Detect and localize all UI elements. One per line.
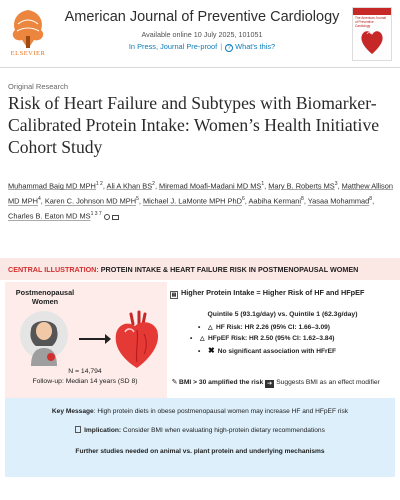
hfref-line: [170, 346, 395, 355]
bmi-text: Suggests BMI as an effect modifier: [276, 379, 380, 386]
author-affiliation[interactable]: 1 2: [95, 181, 103, 187]
triangle-icon: △: [208, 325, 213, 331]
chart-icon: ▤: [171, 292, 177, 298]
cover-banner: [353, 8, 391, 15]
population-label-line1: Postmenopausal: [15, 288, 75, 297]
implication-text: Consider BMI when evaluating high-protein dietary recommendations: [121, 427, 325, 434]
population-label: [5, 288, 85, 306]
author-separator: ,: [337, 181, 342, 191]
author-separator: ,: [303, 196, 308, 206]
email-icon[interactable]: [112, 215, 119, 220]
author-link[interactable]: Charles B. Eaton MD MS: [8, 211, 91, 221]
author-link[interactable]: Aabiha Kermani: [248, 196, 302, 206]
cross-icon: ✖: [208, 346, 215, 355]
journal-title[interactable]: American Journal of Preventive Cardiology: [64, 9, 340, 25]
author-affiliation[interactable]: 4: [37, 196, 41, 203]
author-separator: ,: [154, 181, 160, 191]
author-separator: ,: [40, 196, 45, 206]
author-link[interactable]: Muhammad Baig MD MPH: [8, 181, 96, 191]
author-affiliation[interactable]: 3: [334, 181, 338, 187]
journal-header: [0, 0, 400, 68]
author-link[interactable]: Yasaa Mohammad: [307, 196, 370, 206]
headline-text: Higher Protein Intake = Higher Risk of HF and HFpEF: [181, 288, 365, 297]
author-list: [8, 178, 396, 223]
availability-date: Available online 10 July 2025, 101051: [141, 30, 263, 39]
anatomical-heart-icon: [111, 310, 163, 370]
author-link[interactable]: Mary B. Roberts MS: [268, 181, 335, 191]
whats-this-link[interactable]: What's this?: [235, 42, 276, 51]
author-link[interactable]: Michael J. LaMonte MPH PhD: [142, 196, 242, 206]
author-link[interactable]: Ali A Khan BS: [106, 181, 153, 191]
bullet-icon: •: [198, 348, 201, 355]
ci-title-prefix: CENTRAL ILLUSTRATION:: [8, 265, 99, 274]
follow-up-duration: Follow-up: Median 14 years (SD 8): [32, 378, 138, 385]
author-link[interactable]: Karen C. Johnson MD MPH: [44, 196, 137, 206]
key-message-label: Key Message: [51, 408, 94, 415]
status-link[interactable]: In Press, Journal Pre-proof: [128, 42, 218, 51]
publisher-name: ELSEVIER: [10, 50, 46, 57]
author-separator: ,: [138, 196, 143, 206]
findings-panel: [170, 282, 395, 372]
question-icon[interactable]: ?: [225, 44, 233, 52]
article-section-label: Original Research: [8, 82, 69, 91]
journal-cover-thumbnail[interactable]: [352, 7, 392, 61]
placeholder-icon: [75, 426, 81, 433]
bmi-modifier-line: [170, 378, 400, 388]
sample-size: N = 14,794: [68, 368, 102, 375]
elsevier-tree-logo[interactable]: [6, 6, 50, 52]
quintile-comparison: Quintile 5 (93.1g/day) vs. Quintile 1 (62.3g/day): [207, 311, 358, 318]
hfpef-risk-line: [170, 335, 395, 342]
pin-icon: ✎: [171, 379, 178, 386]
author-affiliation[interactable]: 1 3 7: [90, 211, 102, 218]
author-link[interactable]: Matthew Allison MD MPH: [8, 181, 393, 206]
central-illustration-title: [8, 265, 400, 274]
arrow-right-icon: [79, 334, 111, 344]
woman-illustration: [19, 310, 69, 366]
key-message: [5, 408, 395, 415]
implication-label: Implication:: [84, 427, 122, 434]
person-icon[interactable]: [104, 214, 110, 220]
article-title: Risk of Heart Failure and Subtypes with Biomarker-Calibrated Protein Intake: Women’s Health Initiative Cohort Study: [8, 93, 380, 157]
author-separator: ,: [244, 196, 249, 206]
population-label-line2: Women: [31, 297, 59, 306]
author-affiliation[interactable]: 8: [369, 196, 373, 203]
ci-title-text: PROTEIN INTAKE & HEART FAILURE RISK IN POSTMENOPAUSAL WOMEN: [100, 265, 359, 274]
headline-finding: [170, 288, 395, 299]
bullet-icon: •: [190, 335, 193, 342]
author-affiliation[interactable]: 1: [261, 181, 265, 187]
author-separator: ,: [264, 181, 269, 191]
key-message-text: : High protein diets in obese postmenopausal women may increase HF and HFpEF risk: [93, 408, 349, 415]
bullet-icon: •: [198, 324, 201, 331]
author-affiliation[interactable]: 8: [301, 196, 304, 203]
key-message-box: [5, 398, 395, 477]
triangle-icon: △: [200, 336, 205, 342]
author-affiliation[interactable]: 5: [136, 196, 139, 203]
author-link[interactable]: Miremad Moafi-Madani MD MS: [159, 181, 262, 191]
author-affiliation[interactable]: 2: [152, 181, 155, 187]
author-separator: ,: [102, 181, 107, 191]
further-studies: Further studies needed on animal vs. plant protein and underlying mechanisms: [75, 448, 325, 455]
hfref-text: No significant association with HFrEF: [217, 348, 337, 355]
hf-risk-line: [170, 324, 395, 331]
hf-risk-text: HF Risk: HR 2.26 (95% CI: 1.66–3.09): [216, 324, 330, 331]
author-affiliation[interactable]: 6: [241, 196, 245, 203]
hfpef-risk-text: HFpEF Risk: HR 2.50 (95% CI: 1.62–3.84): [208, 335, 335, 342]
cover-heart-image: [359, 28, 385, 56]
cover-text: The American Journal of Preventive Cardiology: [355, 16, 387, 28]
arrow-box-icon: ➔: [267, 381, 273, 387]
status-row: [62, 42, 342, 52]
status-separator: |: [220, 42, 223, 51]
implication: [5, 426, 395, 434]
bmi-bold-text: BMI > 30 amplified the risk: [179, 379, 264, 386]
author-separator: ,: [372, 196, 375, 206]
